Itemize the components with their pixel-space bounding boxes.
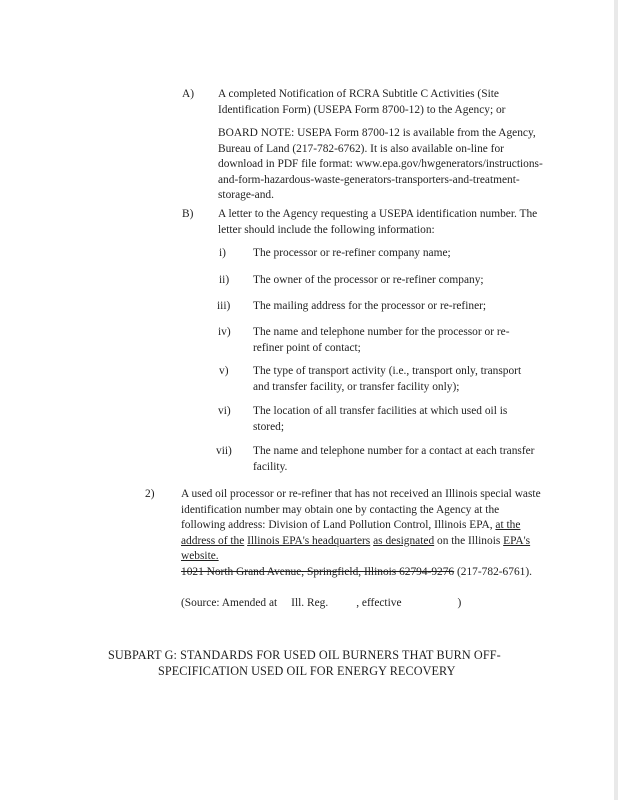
subitem-label: iv) bbox=[218, 326, 231, 338]
subitem-text: The owner of the processor or re-refiner company; bbox=[253, 274, 484, 286]
page-edge bbox=[614, 0, 618, 800]
subitem-label: ii) bbox=[219, 274, 230, 286]
item-b-text: A letter to the Agency requesting a USEPA identification number. The letter should include the following information: bbox=[218, 208, 538, 236]
subitem-label: iii) bbox=[217, 300, 231, 312]
subpart-heading-line1: SUBPART G: STANDARDS FOR USED OIL BURNERS THAT BURN OFF- bbox=[108, 648, 501, 662]
subitem-text: The name and telephone number for the processor or re-refiner point of contact; bbox=[253, 326, 510, 354]
item-2-inserted-1: at the address of the bbox=[181, 519, 521, 547]
item-2-plain: A used oil processor or re-refiner that has not received an Illinois special waste identification number may obtain one by contacting the Agency at the following address: Division of Land Pollution Control, Illinois EPA, bbox=[181, 488, 541, 532]
item-a-board-note: BOARD NOTE: USEPA Form 8700-12 is available from the Agency, Bureau of Land (217-782-6762). It is also available on-line for download in PDF file format: www.epa.gov/hwgenerators/instructions-and-form-hazardous-waste-generators-transporters-and-treatment-storage-and. bbox=[218, 127, 543, 202]
item-2-struck-address: 1021 North Grand Avenue, Springfield, Illinois 62794-9276 bbox=[181, 565, 455, 578]
subitem-text: The name and telephone number for a contact at each transfer facility. bbox=[253, 445, 535, 473]
subitem-label: vii) bbox=[216, 445, 232, 457]
item-b-label: B) bbox=[182, 208, 194, 220]
item-a-text: A completed Notification of RCRA Subtitle C Activities (Site Identification Form) (USEPA Form 8700-12) to the Agency; or bbox=[218, 88, 506, 116]
source-reg: Ill. Reg. bbox=[291, 597, 329, 609]
subitem-label: v) bbox=[219, 365, 229, 377]
item-2-label: 2) bbox=[145, 488, 155, 500]
subitem-text: The location of all transfer facilities at which used oil is stored; bbox=[253, 405, 508, 433]
source-amended: (Source: Amended at bbox=[181, 597, 278, 609]
source-close: ) bbox=[457, 597, 462, 609]
item-2-inserted-2: as designated bbox=[373, 534, 435, 547]
item-2-inserted-3: EPA's website. bbox=[181, 534, 531, 563]
item-a-label: A) bbox=[182, 88, 195, 100]
subitem-text: The type of transport activity (i.e., transport only, transport and transfer facility, or transfer facility only); bbox=[253, 365, 522, 393]
subitem-text: The processor or re-refiner company name; bbox=[253, 247, 451, 259]
item-2-text bbox=[181, 487, 546, 581]
item-2-phone: (217-782-6761). bbox=[457, 565, 532, 578]
subitem-label: i) bbox=[219, 247, 226, 259]
subpart-heading bbox=[108, 648, 508, 680]
subitem-label: vi) bbox=[218, 405, 231, 417]
item-2-headquarters: Illinois EPA's headquarters bbox=[247, 534, 371, 547]
item-2-on: on the Illinois bbox=[437, 534, 501, 547]
source-line bbox=[181, 596, 501, 612]
subitem-text: The mailing address for the processor or re-refiner; bbox=[253, 300, 487, 312]
source-effective: , effective bbox=[356, 597, 402, 609]
subpart-heading-line2: SPECIFICATION USED OIL FOR ENERGY RECOVERY bbox=[158, 663, 456, 678]
